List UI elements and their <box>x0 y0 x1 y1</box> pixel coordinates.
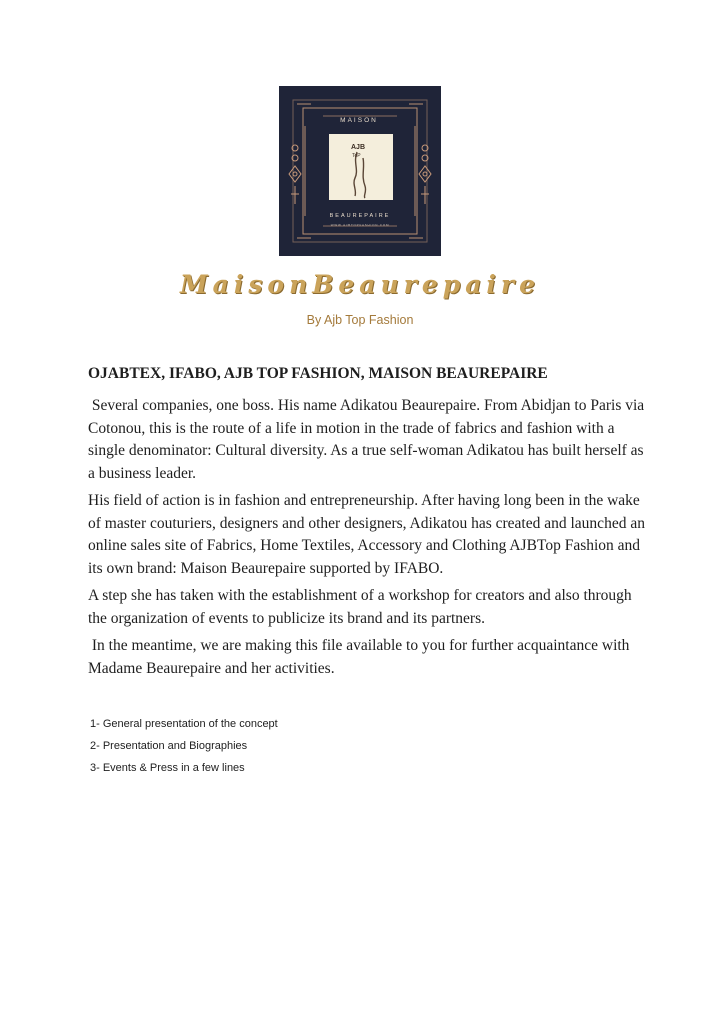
article-body <box>88 363 648 685</box>
article-paragraph: Several companies, one boss. His name Adikatou Beaurepaire. From Abidjan to Paris via Cotonou, this is the route of a life in motion in the trade of fabrics and fashion with a single denominator: Cultural diversity. As a true self-woman Adikatou has built herself as a business leader. <box>88 397 649 482</box>
article-paragraph: A step she has taken with the establishment of a workshop for creators and also through the organization of events to publicize its brand and its partners. <box>88 587 632 627</box>
toc-item: 2- Presentation and Biographies <box>90 740 248 752</box>
table-of-contents <box>88 716 588 782</box>
brand-subtitle: By Ajb Top Fashion <box>306 313 414 327</box>
article-paragraph: In the meantime, we are making this file available to you for further acquaintance with Madame Beaurepaire and her activities. <box>88 637 634 677</box>
toc-item: 3- Events & Press in a few lines <box>90 762 245 774</box>
toc-item: 1- General presentation of the concept <box>90 718 278 730</box>
logo-top-word: MAISON <box>340 117 378 124</box>
logo-website: WWW.AJBTOPFASHION.COM <box>330 223 390 227</box>
logo-bottom-word: BEAUREPAIRE <box>329 213 391 219</box>
brand-title: MaisonBeaurepaire <box>179 270 541 299</box>
logo-monogram-2: ToP <box>352 153 361 159</box>
logo-monogram-1: AJB <box>351 144 366 151</box>
article-heading: OJABTEX, IFABO, AJB TOP FASHION, MAISON BEAUREPAIRE <box>88 365 548 382</box>
brand-logo <box>279 86 441 256</box>
article-paragraph: His field of action is in fashion and entrepreneurship. After having long been in the wake of master couturiers, designers and other designers, Adikatou has created and launched an online sales site of Fabrics, Home Textiles, Accessory and Clothing AJBTop Fashion and its own brand: Maison Beaurepaire supported by IFABO. <box>88 492 645 577</box>
